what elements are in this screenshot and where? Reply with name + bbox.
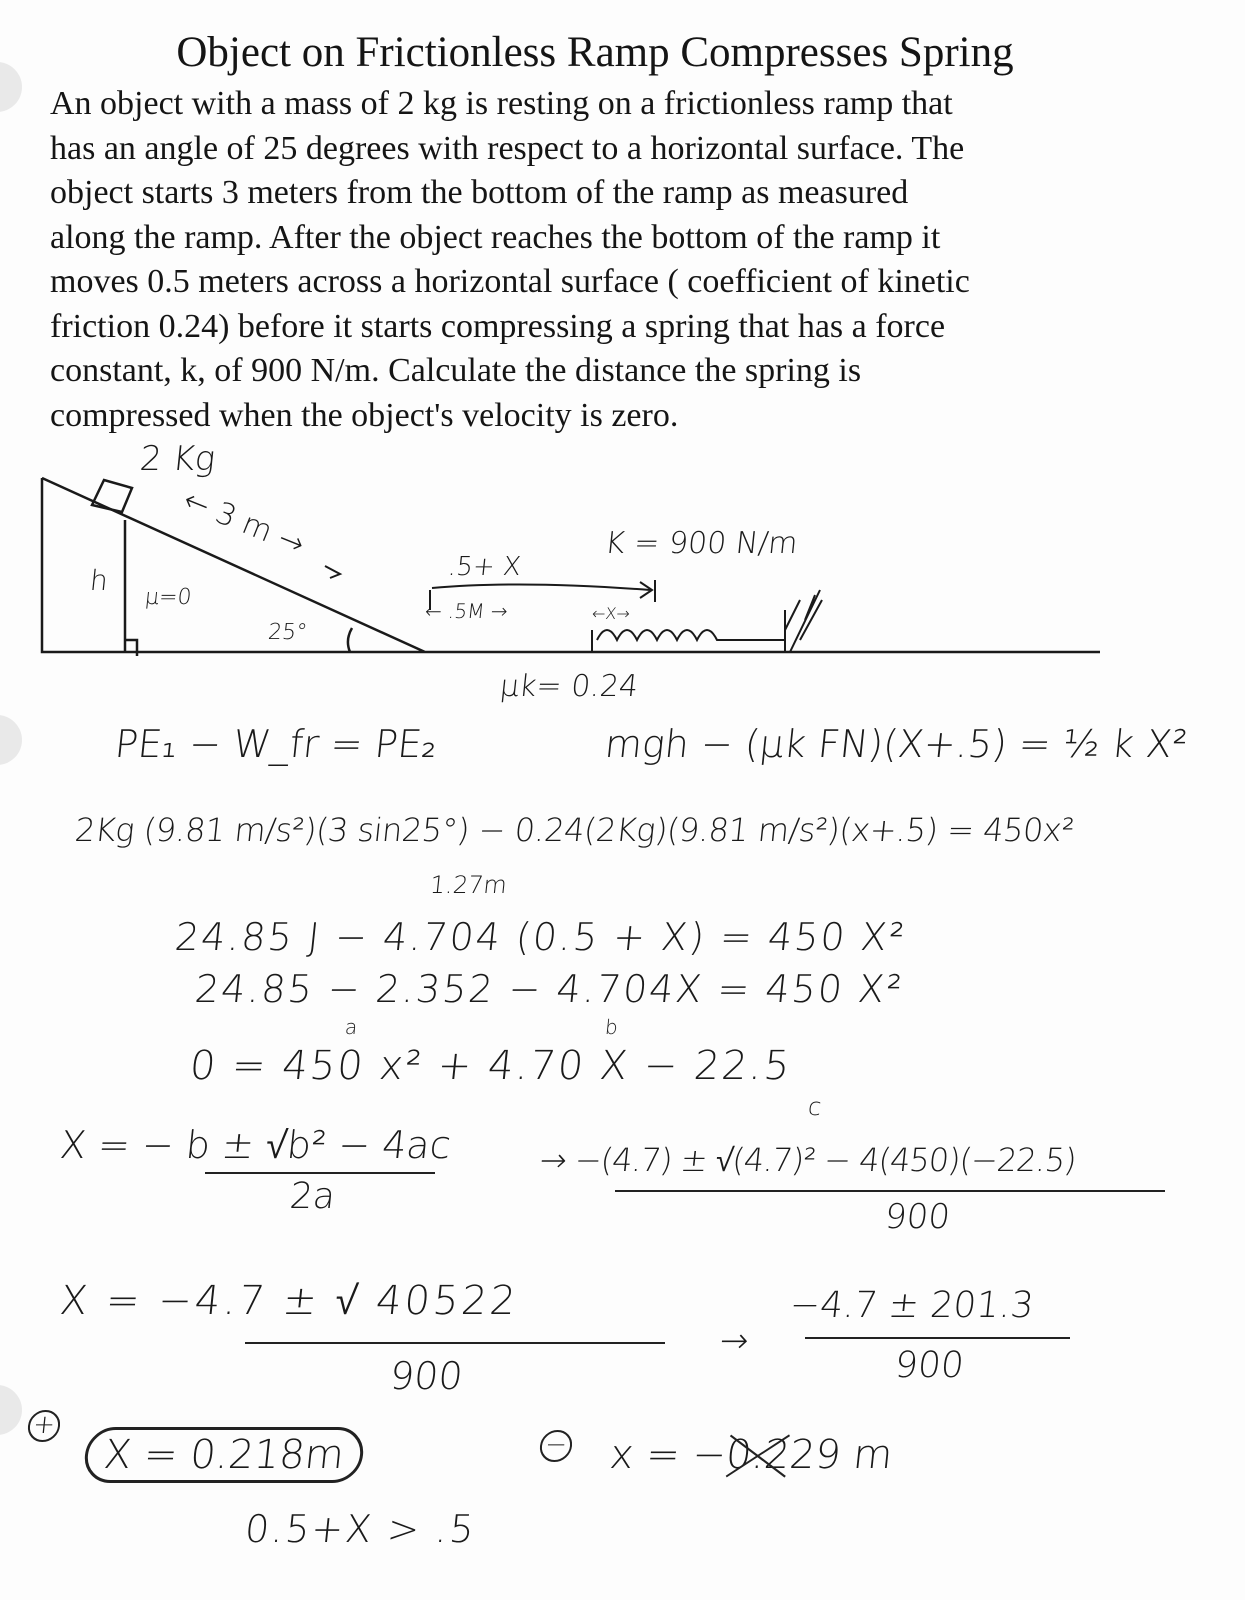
label-b: b	[603, 1015, 620, 1039]
rejected-suffix: 29 m	[787, 1432, 895, 1478]
angle-arc	[348, 628, 352, 652]
compression-label: ←X→	[591, 604, 631, 623]
energy-equation: PE₁ − W_fr = PE₂	[112, 722, 440, 766]
spring	[592, 630, 785, 652]
quadratic-formula-denominator: 2a	[287, 1176, 338, 1217]
binder-hole	[0, 1385, 22, 1435]
height-line	[125, 520, 137, 656]
answer	[83, 1432, 366, 1478]
flat-distance-label: ← .5M →	[423, 599, 509, 623]
fraction-bar	[205, 1172, 435, 1174]
rejected-crossed: 0.2	[723, 1432, 793, 1478]
substituted-numerator: → −(4.7) ± √(4.7)² − 4(450)(−22.5)	[538, 1141, 1078, 1179]
fraction-bar	[805, 1337, 1070, 1339]
step-3-numerator: X = −4.7 ± √ 40522	[57, 1278, 521, 1324]
minus-root-marker	[538, 1430, 573, 1462]
problem-line: along the ramp. After the object reaches the bottom of the ramp it	[50, 218, 941, 256]
substituted-equation: 2Kg (9.81 m/s²)(3 sin25°) − 0.24(2Kg)(9.81 m/s²)(x+.5) = 450x²	[73, 811, 1076, 849]
block	[92, 480, 132, 512]
step-4-denominator: 900	[892, 1345, 966, 1386]
height-value: 1.27m	[428, 871, 509, 899]
fraction-bar	[245, 1342, 665, 1344]
problem-line: compressed when the object's velocity is zero.	[50, 396, 679, 434]
problem-line: object starts 3 meters from the bottom of the ramp as measured	[50, 174, 909, 211]
plus-circle-icon: +	[26, 1410, 61, 1442]
substituted-denominator: 900	[882, 1197, 953, 1237]
problem-line: friction 0.24) before it starts compressing a spring that has a force	[50, 307, 946, 345]
expanded-equation: mgh − (μk FN)(X+.5) = ½ k X²	[602, 722, 1190, 766]
wall	[785, 590, 822, 652]
quadratic-equation: 0 = 450 x² + 4.70 X − 22.5	[187, 1043, 794, 1089]
problem-line: moves 0.5 meters across a horizontal surface ( coefficient of kinetic	[50, 263, 970, 300]
total-distance-label: .5+ X	[446, 552, 523, 582]
label-c: c	[806, 1093, 823, 1121]
label-a: a	[343, 1015, 359, 1039]
rejected-root	[608, 1432, 895, 1478]
page-title: Object on Frictionless Ramp Compresses Spring	[176, 29, 1014, 76]
step-1: 24.85 J − 4.704 (0.5 + X) = 450 X²	[172, 915, 909, 959]
binder-hole	[0, 715, 22, 765]
minus-circle-icon: −	[538, 1430, 573, 1462]
quadratic-formula-numerator: X = − b ± √b² − 4ac	[57, 1123, 454, 1167]
validity-check: 0.5+X > .5	[242, 1507, 478, 1551]
step-3-denominator: 900	[387, 1354, 465, 1398]
problem-line: constant, k, of 900 N/m. Calculate the distance the spring is	[50, 352, 862, 389]
kinetic-friction-label: μk= 0.24	[498, 669, 640, 704]
ramp-arrow	[325, 566, 340, 578]
arrow: →	[717, 1321, 751, 1361]
problem-line: An object with a mass of 2 kg is resting on a frictionless ramp that	[50, 85, 953, 122]
step-4-numerator: −4.7 ± 201.3	[787, 1285, 1036, 1326]
angle-label: 25°	[266, 620, 309, 645]
problem-line: has an angle of 25 degrees with respect to a horizontal surface. The	[50, 129, 965, 167]
height-label: h	[88, 564, 110, 597]
mass-label: 2 Kg	[137, 439, 218, 479]
spring-constant-label: K = 900 N/m	[603, 526, 800, 561]
plus-root-marker	[26, 1410, 61, 1442]
ramp-friction-label: μ=0	[143, 585, 193, 610]
ramp-length-label: ← 3 m →	[178, 482, 310, 563]
rejected-prefix: x = −	[607, 1432, 729, 1478]
answer-value: X = 0.218m	[82, 1427, 366, 1483]
fraction-bar	[615, 1190, 1165, 1192]
step-2: 24.85 − 2.352 − 4.704X = 450 X²	[192, 967, 906, 1011]
